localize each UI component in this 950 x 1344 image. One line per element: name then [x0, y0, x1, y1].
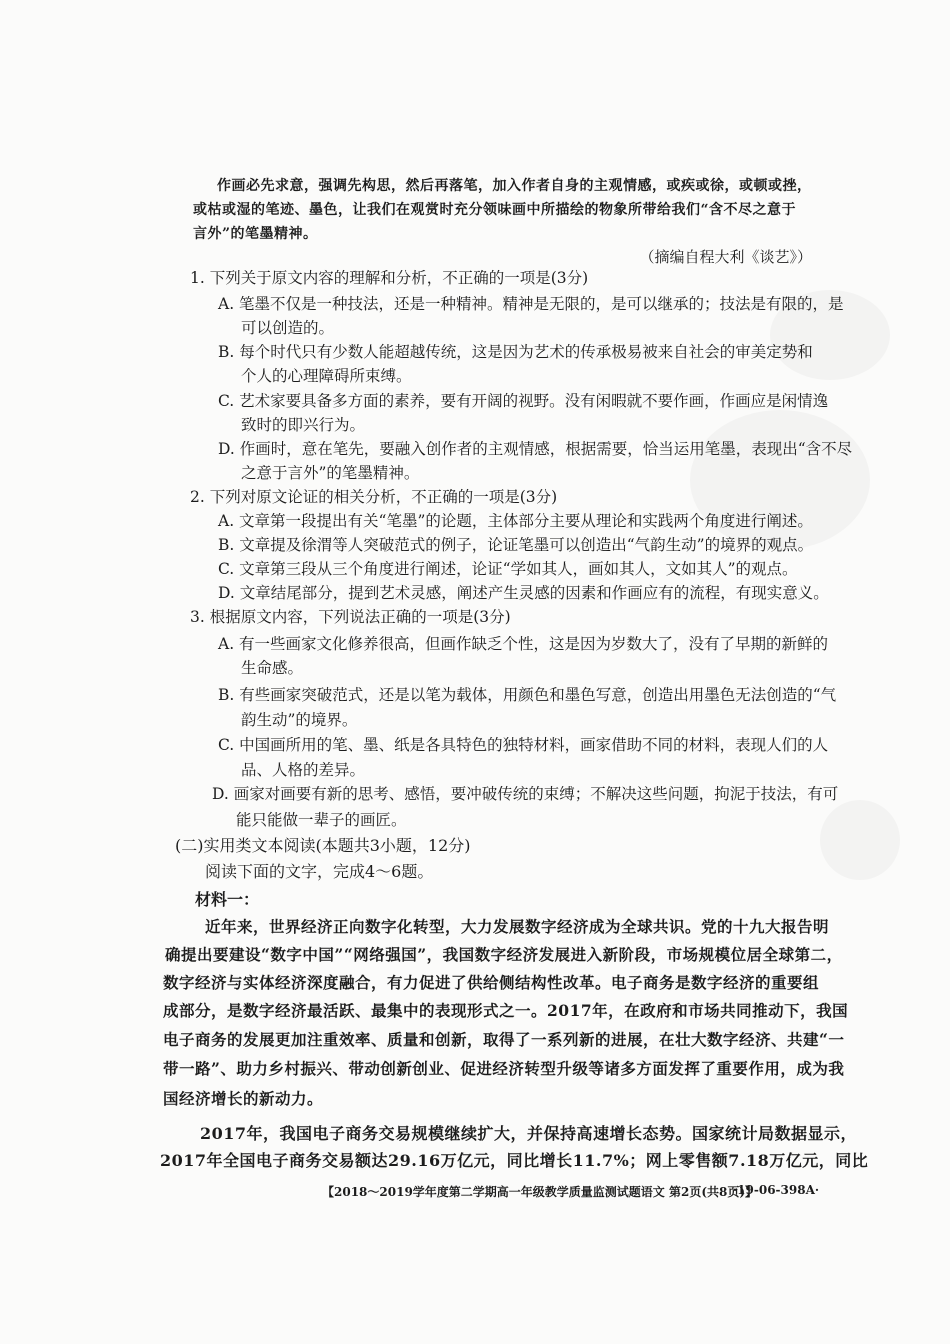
q1-option-c: C. 艺术家要具备多方面的素养，要有开阔的视野。没有闲暇就不要作画，作画应是闲情逸: [218, 392, 829, 410]
material-line: 2017年全国电子商务交易额达29.16万亿元，同比增长11.7%；网上零售额7.18万亿元，同比: [160, 1151, 869, 1170]
q1-option-c-cont: 致时的即兴行为。: [241, 416, 366, 434]
q1-option-a: A. 笔墨不仅是一种技法，还是一种精神。精神是无限的，是可以继承的；技法是有限的，是: [218, 295, 844, 313]
q1-option-d-cont: 之意于言外”的笔墨精神。: [241, 464, 420, 482]
question-3-stem: 3. 根据原文内容，下列说法正确的一项是(3分): [190, 608, 511, 626]
passage-line: 或枯或湿的笔迹、墨色，让我们在观赏时充分领味画中所描绘的物象所带给我们“含不尽之意于: [193, 202, 797, 218]
q3-option-c-cont: 品、人格的差异。: [241, 761, 366, 779]
material-line: 成部分，是数字经济最活跃、最集中的表现形式之一。2017年，在政府和市场共同推动下，我国: [163, 1001, 849, 1020]
q3-option-b: B. 有些画家突破范式，还是以笔为载体，用颜色和墨色写意，创造出用墨色无法创造的“气: [218, 686, 837, 704]
q2-option-d: D. 文章结尾部分，提到艺术灵感，阐述产生灵感的因素和作画应有的流程，有现实意义。: [218, 584, 829, 602]
q3-option-d-cont: 能只能做一辈子的画匠。: [236, 811, 407, 829]
footer-title: 【2018～2019学年度第二学期高一年级教学质量监测试题语文 第2页(共8页)】: [322, 1185, 758, 1199]
material-label: 材料一：: [195, 890, 260, 909]
q3-option-a: A. 有一些画家文化修养很高，但画作缺乏个性，这是因为岁数大了，没有了早期的新鲜的: [218, 635, 829, 653]
passage-line: 言外”的笔墨精神。: [193, 226, 318, 242]
material-line: 2017年，我国电子商务交易规模继续扩大，并保持高速增长态势。国家统计局数据显示，: [200, 1124, 858, 1143]
q1-option-b-cont: 个人的心理障碍所束缚。: [241, 367, 412, 385]
q2-option-a: A. 文章第一段提出有关“笔墨”的论题，主体部分主要从理论和实践两个角度进行阐述。: [218, 512, 813, 530]
section-heading: (二)实用类文本阅读(本题共3小题，12分): [175, 836, 471, 855]
passage-line: 作画必先求意，强调先构思，然后再落笔，加入作者自身的主观情感，或疾或徐，或顿或挫，: [217, 178, 812, 194]
q2-option-b: B. 文章提及徐渭等人突破范式的例子，论证笔墨可以创造出“气韵生动”的境界的观点。: [218, 536, 814, 554]
q3-option-d: D. 画家对画要有新的思考、感悟，要冲破传统的束缚；不解决这些问题，拘泥于技法，有可: [212, 785, 839, 803]
q1-option-b: B. 每个时代只有少数人能超越传统，这是因为艺术的传承极易被来自社会的审美定势和: [218, 343, 813, 361]
scan-smudge: [820, 800, 900, 880]
q3-option-a-cont: 生命感。: [241, 659, 304, 677]
material-line: 电子商务的发展更加注重效率、质量和创新，取得了一系列新的进展，在壮大数字经济、共建“一: [163, 1030, 845, 1049]
material-line: 确提出要建设“数字中国”“网络强国”，我国数字经济发展进入新阶段，市场规模位居全球第二，: [165, 945, 843, 964]
question-2-stem: 2. 下列对原文论证的相关分析，不正确的一项是(3分): [190, 488, 558, 506]
material-line: 带一路”、助力乡村振兴、带动创新创业、促进经济转型升级等诸多方面发挥了重要作用，成为我: [163, 1059, 845, 1078]
footer-code: ·19-06-398A·: [733, 1183, 820, 1197]
q2-option-c: C. 文章第三段从三个角度进行阐述，论证“学如其人，画如其人，文如其人”的观点。: [218, 560, 798, 578]
q1-option-d: D. 作画时，意在笔先，要融入创作者的主观情感，根据需要，恰当运用笔墨，表现出“含不尽: [218, 440, 853, 458]
material-line: 近年来，世界经济正向数字化转型，大力发展数字经济成为全球共识。党的十九大报告明: [205, 917, 830, 936]
q1-option-a-cont: 可以创造的。: [241, 319, 335, 337]
material-line: 国经济增长的新动力。: [163, 1089, 324, 1108]
section-instruction: 阅读下面的文字，完成4～6题。: [205, 862, 434, 881]
passage-source: （摘编自程大利《谈艺》）: [639, 248, 812, 266]
q3-option-c: C. 中国画所用的笔、墨、纸是各具特色的独特材料，画家借助不同的材料，表现人们的人: [218, 736, 829, 754]
question-1-stem: 1. 下列关于原文内容的理解和分析，不正确的一项是(3分): [190, 269, 589, 287]
material-line: 数字经济与实体经济深度融合，有力促进了供给侧结构性改革。电子商务是数字经济的重要组: [163, 973, 820, 992]
q3-option-b-cont: 韵生动”的境界。: [241, 711, 358, 729]
